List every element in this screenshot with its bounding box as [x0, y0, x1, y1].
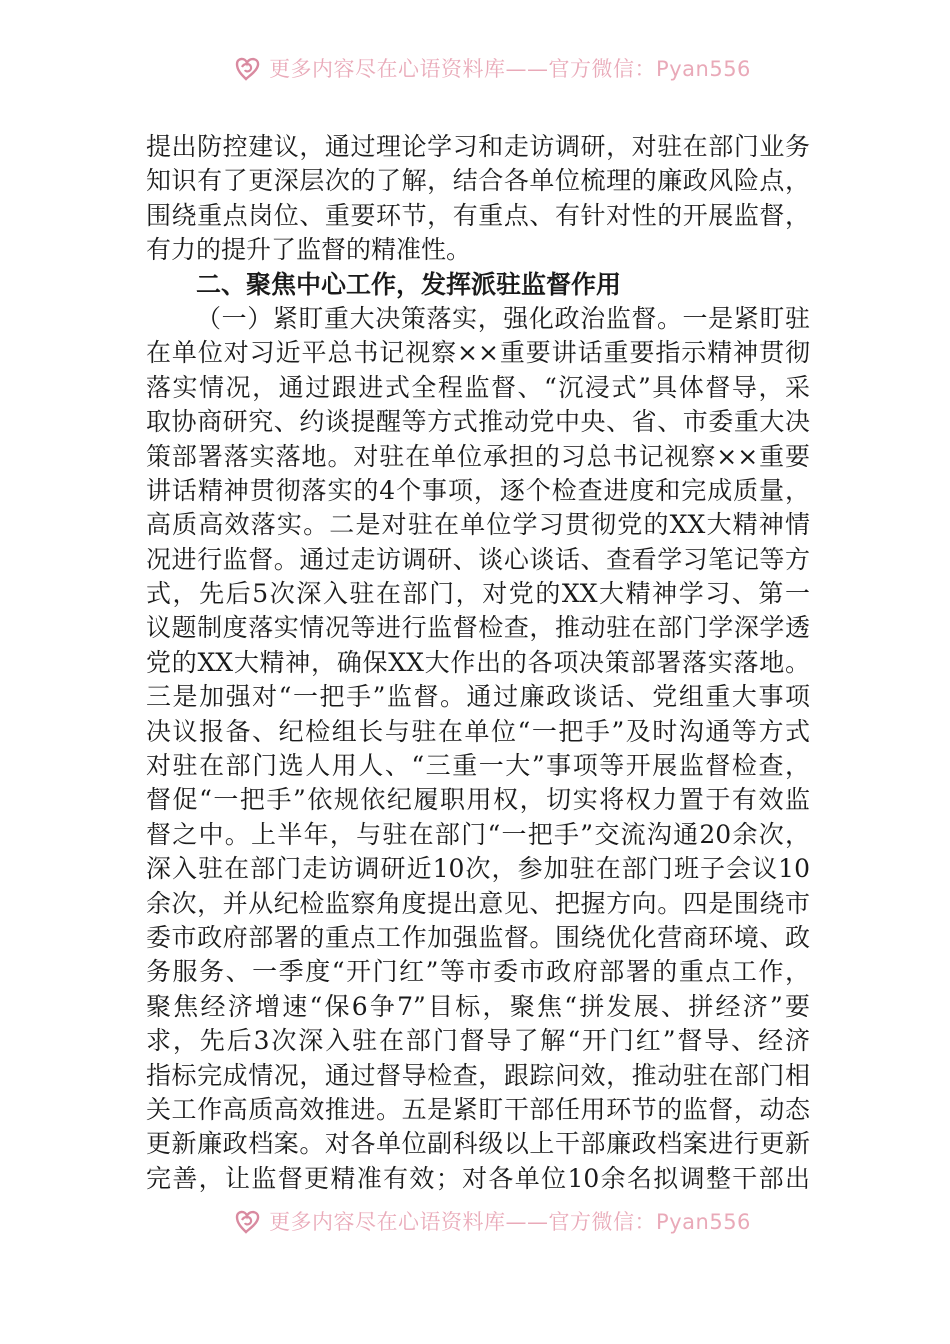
section-heading: 二、聚焦中心工作，发挥派驻监督作用: [196, 269, 622, 299]
text-line: 三是加强对“一把手”监督。通过廉政谈话、党组重大事项: [146, 682, 810, 712]
text-line: 督之中。上半年，与驻在部门“一把手”交流沟通20余次，: [146, 819, 810, 849]
text-line: 对驻在部门选人用人、“三重一大”事项等开展监督检查，: [146, 751, 810, 781]
heart-swirl-icon: [233, 55, 263, 81]
text-line: 督促“一把手”依规依纪履职用权，切实将权力置于有效监: [146, 785, 810, 815]
text-line: 党的XX大精神，确保XX大作出的各项决策部署落实落地。: [146, 647, 810, 677]
text-line: 讲话精神贯彻落实的4个事项，逐个检查进度和完成质量，: [146, 475, 810, 505]
text-line: 议题制度落实情况等进行监督检查，推动驻在部门学深学透: [146, 613, 810, 643]
text-line: 在单位对习近平总书记视察××重要讲话重要指示精神贯彻: [146, 338, 810, 368]
text-line: 指标完成情况，通过督导检查，跟踪问效，推动驻在部门相: [146, 1060, 810, 1090]
text-line: 深入驻在部门走访调研近10次，参加驻在部门班子会议10: [146, 854, 810, 884]
text-line: 况进行监督。通过走访调研、谈心谈话、查看学习笔记等方: [146, 544, 810, 574]
text-line: 更新廉政档案。对各单位副科级以上干部廉政档案进行更新: [146, 1129, 810, 1159]
watermark-text: 更多内容尽在心语资料库——官方微信：Pyan556: [269, 57, 751, 81]
text-line: 取协商研究、约谈提醒等方式推动党中央、省、市委重大决: [146, 407, 810, 437]
footer-watermark: [0, 1203, 950, 1239]
text-line: 策部署落实落地。对驻在单位承担的习总书记视察××重要: [146, 441, 810, 471]
text-line: 知识有了更深层次的了解，结合各单位梳理的廉政风险点，: [146, 166, 810, 196]
document-body: [146, 130, 810, 1196]
text-line: 有力的提升了监督的精准性。: [146, 235, 472, 265]
text-line: 高质高效落实。二是对驻在单位学习贯彻党的XX大精神情: [146, 510, 810, 540]
watermark-text: 更多内容尽在心语资料库——官方微信：Pyan556: [269, 1210, 751, 1234]
text-line: （一）紧盯重大决策落实，强化政治监督。一是紧盯驻: [196, 303, 810, 333]
text-line: 提出防控建议，通过理论学习和走访调研，对驻在部门业务: [146, 132, 810, 161]
text-line: 决议报备、纪检组长与驻在单位“一把手”及时沟通等方式: [146, 716, 810, 746]
text-line: 落实情况，通过跟进式全程监督、“沉浸式”具体督导，采: [146, 372, 810, 402]
text-line: 务服务、一季度“开门红”等市委市政府部署的重点工作，: [146, 957, 810, 987]
text-line: 聚焦经济增速“保6争7”目标，聚焦“拼发展、拼经济”要: [146, 991, 810, 1021]
text-line: 委市政府部署的重点工作加强监督。围绕优化营商环境、政: [146, 922, 810, 952]
text-line: 围绕重点岗位、重要环节，有重点、有针对性的开展监督，: [146, 200, 810, 230]
text-line: 式，先后5次深入驻在部门，对党的XX大精神学习、第一: [146, 579, 810, 609]
text-line: 余次，并从纪检监察角度提出意见、把握方向。四是围绕市: [146, 888, 810, 918]
text-line: 完善，让监督更精准有效；对各单位10余名拟调整干部出: [146, 1163, 810, 1193]
text-line: 关工作高质高效推进。五是紧盯干部任用环节的监督，动态: [146, 1094, 810, 1124]
header-watermark: [0, 50, 950, 86]
heart-swirl-icon: [233, 1208, 263, 1234]
text-line: 求，先后3次深入驻在部门督导了解“开门红”督导、经济: [146, 1026, 810, 1056]
